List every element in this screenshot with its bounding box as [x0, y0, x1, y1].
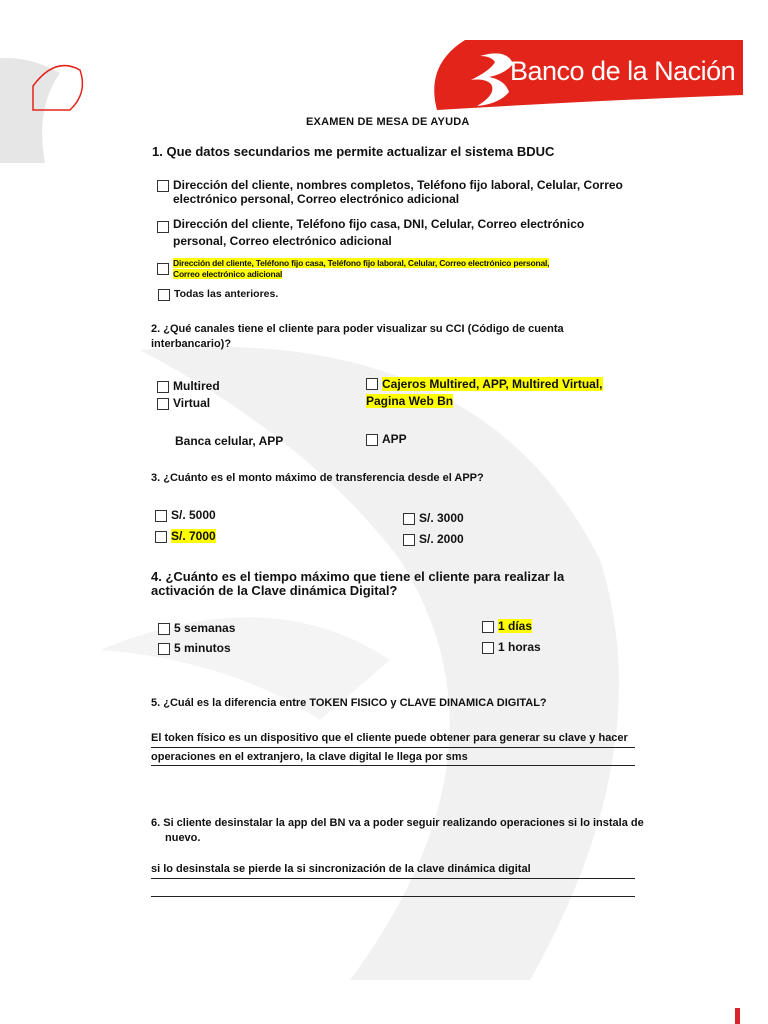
q5-answer-line-1: El token físico es un dispositivo que el cliente puede obtener para generar su clave y hacer: [151, 732, 628, 744]
checkbox[interactable]: [155, 531, 167, 543]
checkbox[interactable]: [157, 221, 169, 233]
corner-accent: [735, 1008, 740, 1024]
answer-underline: [151, 896, 635, 897]
q5-answer-line-2: operaciones en el extranjero, la clave digital le llega por sms: [151, 751, 468, 763]
question-2: 2. ¿Qué canales tiene el cliente para poder visualizar su CCI (Código de cuenta interbancario)?: [151, 323, 564, 350]
answer-underline: [151, 878, 635, 879]
exam-title: EXAMEN DE MESA DE AYUDA: [306, 116, 470, 128]
answer-underline: [151, 747, 635, 748]
checkbox[interactable]: [157, 263, 169, 275]
question-1: 1. Que datos secundarios me permite actualizar el sistema BDUC: [152, 144, 555, 159]
answer-underline: [151, 765, 635, 766]
q3-option-5000[interactable]: S/. 5000: [155, 508, 216, 522]
checkbox[interactable]: [157, 180, 169, 192]
q3-option-2000[interactable]: S/. 2000: [403, 532, 464, 546]
q2-option-app[interactable]: APP: [366, 432, 407, 446]
question-5: 5. ¿Cuál es la diferencia entre TOKEN FISICO y CLAVE DINAMICA DIGITAL?: [151, 697, 547, 709]
watermark-logo-large: [100, 330, 660, 980]
checkbox[interactable]: [482, 642, 494, 654]
q1-option-2[interactable]: Dirección del cliente, Teléfono fijo casa, DNI, Celular, Correo electrónico personal, Correo electrónico adicional: [157, 216, 677, 250]
checkbox[interactable]: [157, 398, 169, 410]
question-4: 4. ¿Cuánto es el tiempo máximo que tiene el cliente para realizar la activación de la Clave dinámica Digital?: [151, 569, 565, 598]
checkbox[interactable]: [158, 623, 170, 635]
q3-option-3000[interactable]: S/. 3000: [403, 511, 464, 525]
q6-answer: si lo desinstala se pierde la si sincronización de la clave dinámica digital: [151, 863, 531, 875]
q1-option-3[interactable]: Dirección del cliente, Teléfono fijo casa, Teléfono fijo laboral, Celular, Correo electrónico personal, Correo electrónico adicional: [157, 258, 617, 280]
q2-option-multired[interactable]: Multired: [157, 379, 220, 393]
q4-option-5-minutos[interactable]: 5 minutos: [158, 641, 231, 655]
q2-option-banca-celular: Banca celular, APP: [175, 434, 284, 448]
q4-option-1-dias[interactable]: 1 días: [482, 619, 532, 633]
checkbox[interactable]: [403, 534, 415, 546]
q4-option-1-horas[interactable]: 1 horas: [482, 640, 541, 654]
watermark-logo-small: [0, 48, 90, 168]
checkbox[interactable]: [403, 513, 415, 525]
checkbox[interactable]: [155, 510, 167, 522]
q1-option-1[interactable]: Dirección del cliente, nombres completos, Teléfono fijo laboral, Celular, Correo electrónico personal, Correo electrónico adicional: [157, 178, 677, 206]
q3-option-7000[interactable]: S/. 7000: [155, 529, 216, 543]
checkbox[interactable]: [366, 434, 378, 446]
checkbox[interactable]: [158, 643, 170, 655]
checkbox[interactable]: [157, 381, 169, 393]
q4-option-5-semanas[interactable]: 5 semanas: [158, 621, 235, 635]
q1-option-4[interactable]: Todas las anteriores.: [158, 287, 278, 301]
q2-option-cajeros[interactable]: Cajeros Multired, APP, Multired Virtual, Pagina Web Bn: [366, 377, 603, 408]
checkbox[interactable]: [482, 621, 494, 633]
checkbox[interactable]: [366, 378, 378, 390]
question-3: 3. ¿Cuánto es el monto máximo de transferencia desde el APP?: [151, 472, 484, 484]
question-6: 6. Si cliente desinstalar la app del BN va a poder seguir realizando operaciones si lo instala de nuevo.: [151, 817, 644, 844]
checkbox[interactable]: [158, 289, 170, 301]
q2-option-virtual[interactable]: Virtual: [157, 396, 210, 410]
bank-name: Banco de la Nación: [510, 56, 736, 86]
